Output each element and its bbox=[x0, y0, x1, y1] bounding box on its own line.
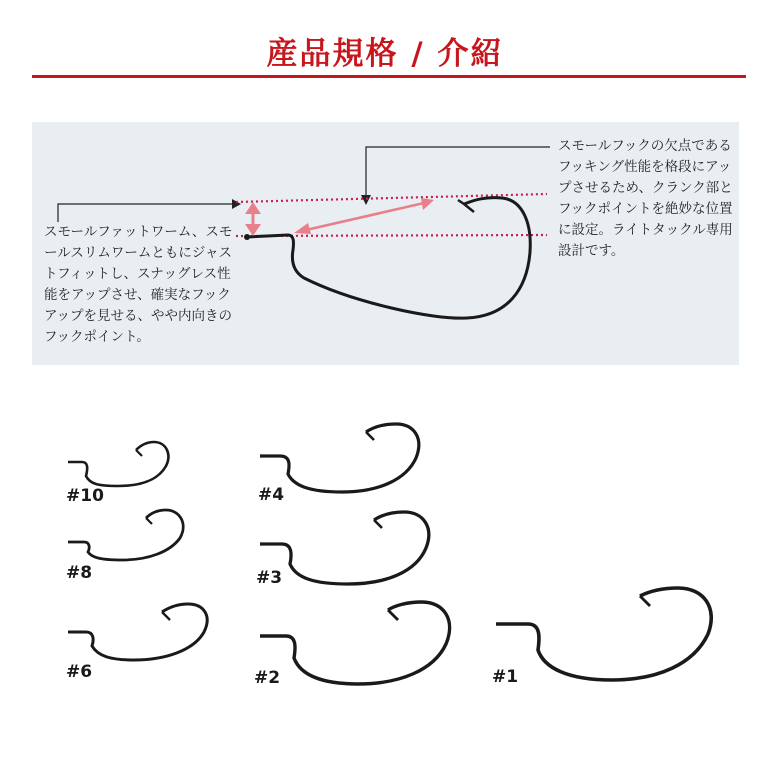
left-leader-arrowhead bbox=[232, 199, 241, 209]
size-label-4: #4 bbox=[258, 485, 285, 505]
diagram-hook-eye bbox=[244, 234, 250, 240]
hook-size-6-icon bbox=[62, 596, 217, 668]
size-label-6: #6 bbox=[66, 662, 93, 682]
size-label-2: #2 bbox=[254, 668, 281, 688]
right-callout-text: スモールフックの欠点であるフッキング性能を格段にアップさせるため、クランク部とフックポイントを絶妙な位置に設定。ライトタックル専用設計です。 bbox=[558, 138, 733, 259]
diagonal-arrow-head-right bbox=[421, 198, 434, 210]
vertical-arrow-head-top bbox=[245, 202, 261, 214]
size-label-8: #8 bbox=[66, 563, 93, 583]
diagonal-arrow-head-left bbox=[294, 223, 311, 234]
left-callout-text: スモールファットワーム、スモールスリムワームともにジャストフィットし、スナッグレス性能をアップさせ、確実なフックアップを見せる、やや内向きのフックポイント。 bbox=[44, 224, 233, 345]
hook-size-8-icon bbox=[62, 502, 192, 568]
page-title: 産品規格 / 介紹 bbox=[266, 36, 504, 72]
right-leader-arrowhead bbox=[361, 195, 371, 205]
spec-panel bbox=[32, 122, 739, 365]
diagram-hook-shape bbox=[246, 198, 530, 319]
size-label-10: #10 bbox=[66, 486, 104, 506]
left-leader-line bbox=[58, 204, 232, 222]
size-label-3: #3 bbox=[256, 568, 283, 588]
title-rule bbox=[32, 75, 746, 78]
hook-size-2-icon bbox=[252, 594, 462, 692]
right-leader-line bbox=[366, 147, 550, 197]
size-label-1: #1 bbox=[492, 667, 519, 687]
hook-size-1-icon bbox=[488, 578, 724, 690]
diagonal-arrow-shaft bbox=[306, 203, 424, 230]
